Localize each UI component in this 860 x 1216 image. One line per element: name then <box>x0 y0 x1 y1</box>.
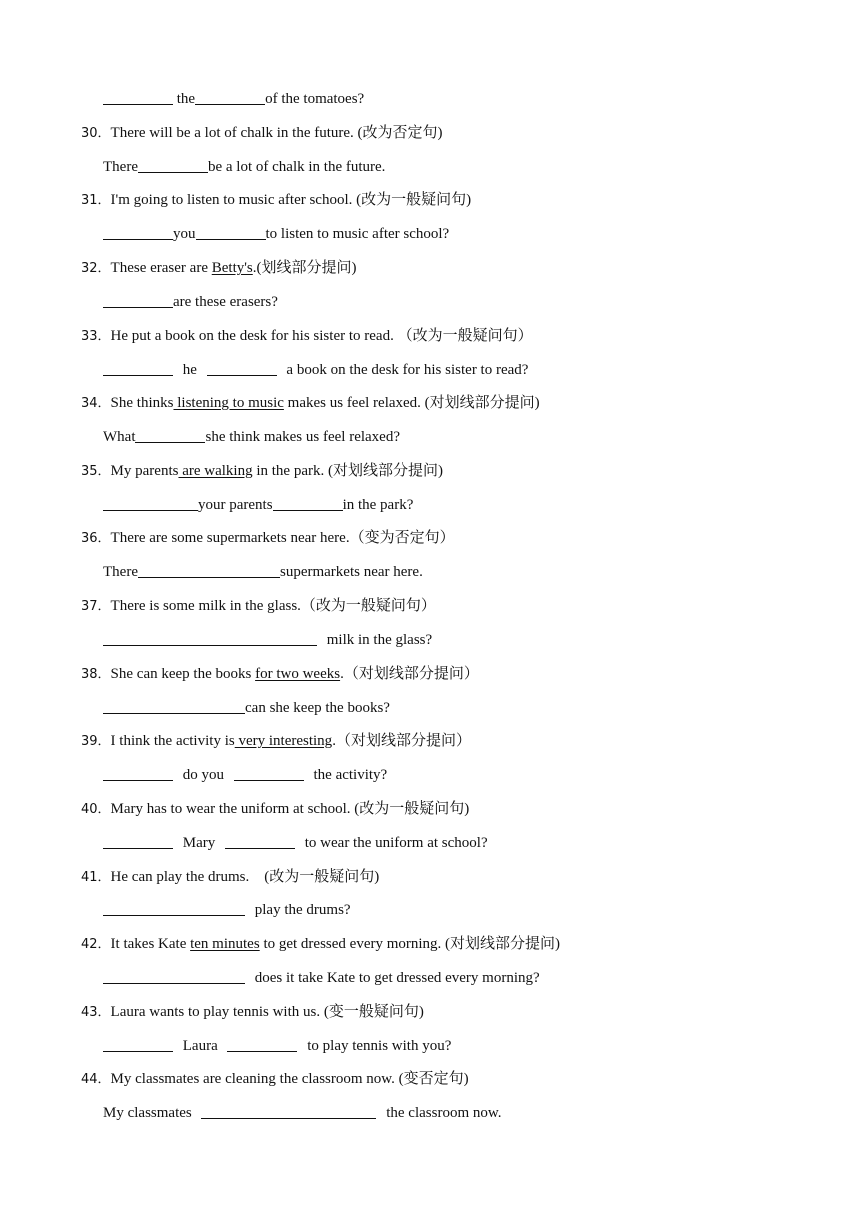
question-number: 39． <box>81 734 111 749</box>
question-line <box>0 933 860 955</box>
question-text: Laura wants to play tennis with us. (变一般疑问句) <box>110 1004 424 1020</box>
answer-blank[interactable] <box>103 291 173 308</box>
answer-text: are these erasers? <box>173 294 278 310</box>
answer-text: can she keep the books? <box>245 700 390 716</box>
answer-text: of the tomatoes? <box>265 91 365 107</box>
answer-text: be a lot of chalk in the future. <box>207 159 386 175</box>
answer-blank[interactable] <box>138 561 280 578</box>
question-line <box>0 663 860 685</box>
question-text: I think the activity is <box>110 733 235 749</box>
answer-blank[interactable] <box>103 764 173 781</box>
answer-line <box>0 832 860 854</box>
answer-blank[interactable] <box>196 223 266 240</box>
question-number: 31． <box>81 193 111 208</box>
question-text: My parents <box>110 463 179 479</box>
question-line <box>0 257 860 279</box>
answer-line <box>0 426 860 448</box>
answer-blank[interactable] <box>138 156 208 173</box>
question-line <box>0 325 860 347</box>
question-number: 34． <box>81 396 111 411</box>
question-text: He put a book on the desk for his sister to read. （改为一般疑问句） <box>110 328 533 344</box>
answer-line <box>0 223 860 245</box>
answer-text: There <box>103 564 138 580</box>
underlined-text: for two weeks <box>255 666 341 682</box>
question-text: She can keep the books <box>110 666 256 682</box>
answer-text: he <box>179 362 201 378</box>
answer-line <box>0 1035 860 1057</box>
underlined-text: ten minutes <box>190 936 260 952</box>
question-number: 43． <box>81 1005 111 1020</box>
answer-line <box>0 359 860 381</box>
answer-text: do you <box>179 767 228 783</box>
question-number: 41． <box>81 870 111 885</box>
answer-blank[interactable] <box>135 426 205 443</box>
question-text: Mary has to wear the uniform at school. (改为一般疑问句) <box>110 801 470 817</box>
question-line <box>0 798 860 820</box>
question-line <box>0 730 860 752</box>
question-number: 37． <box>81 599 111 614</box>
answer-blank[interactable] <box>201 1102 376 1119</box>
answer-text: to listen to music after school? <box>265 226 450 242</box>
answer-line <box>0 764 860 786</box>
question-text: in the park. (对划线部分提问) <box>252 463 443 479</box>
question-text: .（对划线部分提问） <box>332 733 471 749</box>
answer-text: she think makes us feel relaxed? <box>205 429 400 445</box>
question-text: It takes Kate <box>110 936 191 952</box>
question-number: 40． <box>81 802 111 817</box>
question-line <box>0 527 860 549</box>
answer-text: the activity? <box>309 767 388 783</box>
answer-blank[interactable] <box>103 899 245 916</box>
answer-line <box>0 494 860 516</box>
question-text: My classmates are cleaning the classroom now. (变否定句) <box>110 1071 469 1087</box>
answer-text: Mary <box>179 835 219 851</box>
question-number: 32． <box>81 261 111 276</box>
answer-line <box>0 156 860 178</box>
question-number: 36． <box>81 531 111 546</box>
question-number: 38． <box>81 667 111 682</box>
answer-text: There <box>103 159 138 175</box>
answer-blank[interactable] <box>103 359 173 376</box>
answer-blank[interactable] <box>103 832 173 849</box>
question-line <box>0 595 860 617</box>
answer-blank[interactable] <box>234 764 304 781</box>
question-text: There are some supermarkets near here.（变为否定句） <box>110 530 455 546</box>
answer-text: My classmates <box>103 1105 196 1121</box>
question-text: These eraser are <box>110 260 212 276</box>
answer-line <box>0 88 860 110</box>
answer-text: to play tennis with you? <box>303 1038 452 1054</box>
answer-text: to wear the uniform at school? <box>301 835 488 851</box>
underlined-text: Betty's <box>211 260 253 276</box>
answer-text: supermarkets near here. <box>279 564 423 580</box>
answer-text: milk in the glass? <box>323 632 433 648</box>
question-number: 33． <box>81 329 111 344</box>
underlined-text: very interesting <box>234 733 333 749</box>
question-text: .（对划线部分提问） <box>340 666 479 682</box>
answer-text: Laura <box>179 1038 222 1054</box>
answer-blank[interactable] <box>103 1035 173 1052</box>
answer-text: your parents <box>198 497 273 513</box>
question-number: 42． <box>81 937 111 952</box>
answer-text: What <box>103 429 136 445</box>
answer-line <box>0 291 860 313</box>
answer-blank[interactable] <box>227 1035 297 1052</box>
answer-line <box>0 697 860 719</box>
answer-line <box>0 561 860 583</box>
question-text: .(划线部分提问) <box>252 260 357 276</box>
answer-line <box>0 629 860 651</box>
question-line <box>0 1068 860 1090</box>
answer-text: the classroom now. <box>382 1105 502 1121</box>
question-text: I'm going to listen to music after school. (改为一般疑问句) <box>110 192 472 208</box>
question-text: There will be a lot of chalk in the future. (改为否定句) <box>110 125 443 141</box>
answer-text: a book on the desk for his sister to read? <box>282 362 529 378</box>
underlined-text: are walking <box>178 463 253 479</box>
answer-blank[interactable] <box>103 88 173 105</box>
underlined-text: listening to music <box>173 395 284 411</box>
question-number: 35． <box>81 464 111 479</box>
answer-text: play the drums? <box>251 902 351 918</box>
question-line <box>0 392 860 414</box>
answer-blank[interactable] <box>207 359 277 376</box>
answer-blank[interactable] <box>225 832 295 849</box>
answer-line <box>0 967 860 989</box>
answer-blank[interactable] <box>103 967 245 984</box>
question-text: to get dressed every morning. (对划线部分提问) <box>259 936 561 952</box>
question-text: There is some milk in the glass.（改为一般疑问句） <box>110 598 436 614</box>
answer-text: you <box>173 226 196 242</box>
question-line <box>0 866 860 888</box>
question-line <box>0 460 860 482</box>
answer-blank[interactable] <box>103 697 245 714</box>
answer-blank[interactable] <box>195 88 265 105</box>
question-line <box>0 1001 860 1023</box>
question-number: 30． <box>81 126 111 141</box>
question-text: He can play the drums. (改为一般疑问句) <box>110 869 380 885</box>
answer-blank[interactable] <box>103 629 317 646</box>
answer-text: the <box>173 91 196 107</box>
answer-text: in the park? <box>342 497 414 513</box>
question-number: 44． <box>81 1072 111 1087</box>
answer-blank[interactable] <box>103 223 173 240</box>
answer-line <box>0 899 860 921</box>
question-text: makes us feel relaxed. (对划线部分提问) <box>283 395 540 411</box>
question-line <box>0 122 860 144</box>
answer-blank[interactable] <box>273 494 343 511</box>
question-line <box>0 189 860 211</box>
answer-line <box>0 1102 860 1124</box>
question-text: She thinks <box>110 395 174 411</box>
answer-blank[interactable] <box>103 494 198 511</box>
answer-text: does it take Kate to get dressed every morning? <box>251 970 540 986</box>
